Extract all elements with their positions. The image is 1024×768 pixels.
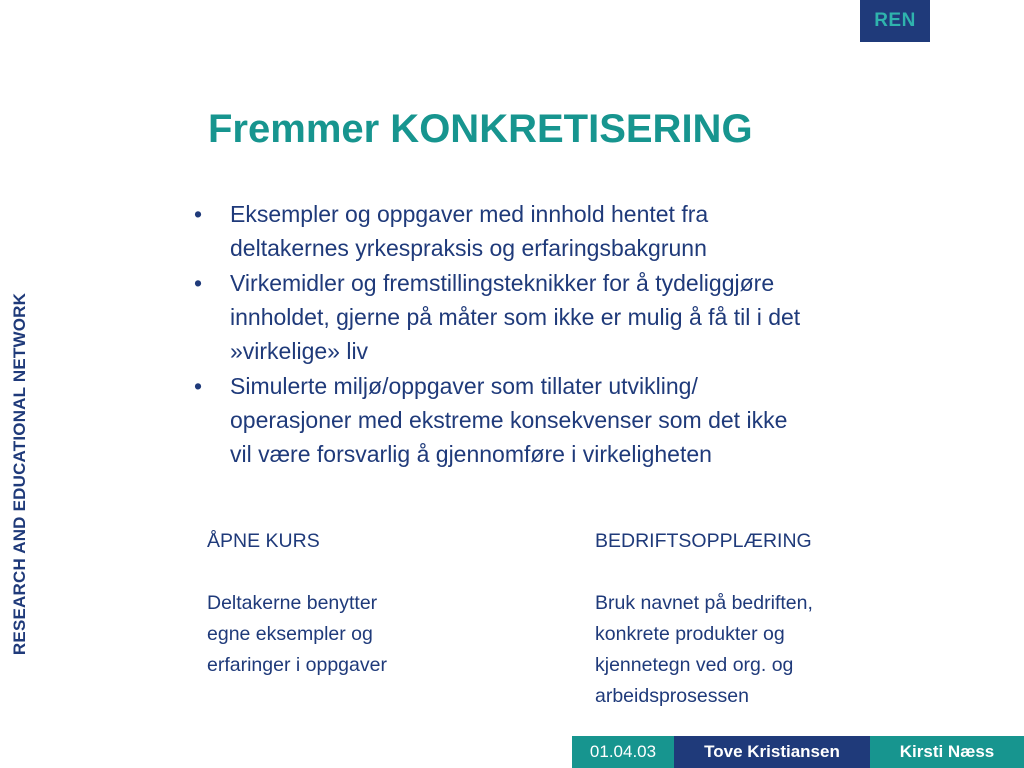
left-column-heading: ÅPNE KURS <box>207 530 320 552</box>
bullet-line: Simulerte miljø/oppgaver som tillater utvikling/ <box>230 373 698 399</box>
bullet-dot: • <box>194 270 203 296</box>
bullet-line: Virkemidler og fremstillingsteknikker for å tydeliggjøre <box>230 270 775 296</box>
bullet-line: innholdet, gjerne på måter som ikke er mulig å få til i det <box>230 304 801 330</box>
bullet-line: »virkelige» liv <box>230 338 369 364</box>
bullet-line: deltakernes yrkespraksis og erfaringsbakgrunn <box>230 235 707 261</box>
footer-author-2 <box>870 736 1024 768</box>
bullet-line: operasjoner med ekstreme konsekvenser som det ikke <box>230 407 788 433</box>
footer-date-text: 01.04.03 <box>589 742 657 761</box>
side-label: RESEARCH AND EDUCATIONAL NETWORK <box>10 292 29 656</box>
left-column-line: egne eksempler og <box>207 623 373 645</box>
footer-author-1 <box>674 736 870 768</box>
slide-title: Fremmer KONKRETISERING <box>208 107 753 151</box>
bullet-item <box>190 266 980 368</box>
right-column-heading: BEDRIFTSOPPLÆRING <box>595 530 812 552</box>
bullet-dot: • <box>194 201 203 227</box>
bullet-line: Eksempler og oppgaver med innhold hentet fra <box>230 201 709 227</box>
ren-logo-text: REN <box>874 10 916 31</box>
bullet-dot: • <box>194 373 203 399</box>
left-column-line: erfaringer i oppgaver <box>207 654 387 676</box>
bullet-item <box>190 197 980 265</box>
left-column-line: Deltakerne benytter <box>207 592 378 614</box>
right-column-line: konkrete produkter og <box>595 623 785 645</box>
footer-author-1-text: Tove Kristiansen <box>704 742 840 761</box>
ren-logo <box>860 0 930 42</box>
left-column <box>207 526 507 681</box>
bullet-line: vil være forsvarlig å gjennomføre i virkeligheten <box>230 441 712 467</box>
right-column <box>595 526 935 712</box>
bullet-list <box>190 197 980 472</box>
bullet-item <box>190 369 980 471</box>
footer-author-2-text: Kirsti Næss <box>899 742 995 761</box>
footer-date <box>572 736 674 768</box>
right-column-line: arbeidsprosessen <box>595 685 749 707</box>
right-column-line: kjennetegn ved org. og <box>595 654 794 676</box>
right-column-line: Bruk navnet på bedriften, <box>595 592 813 614</box>
